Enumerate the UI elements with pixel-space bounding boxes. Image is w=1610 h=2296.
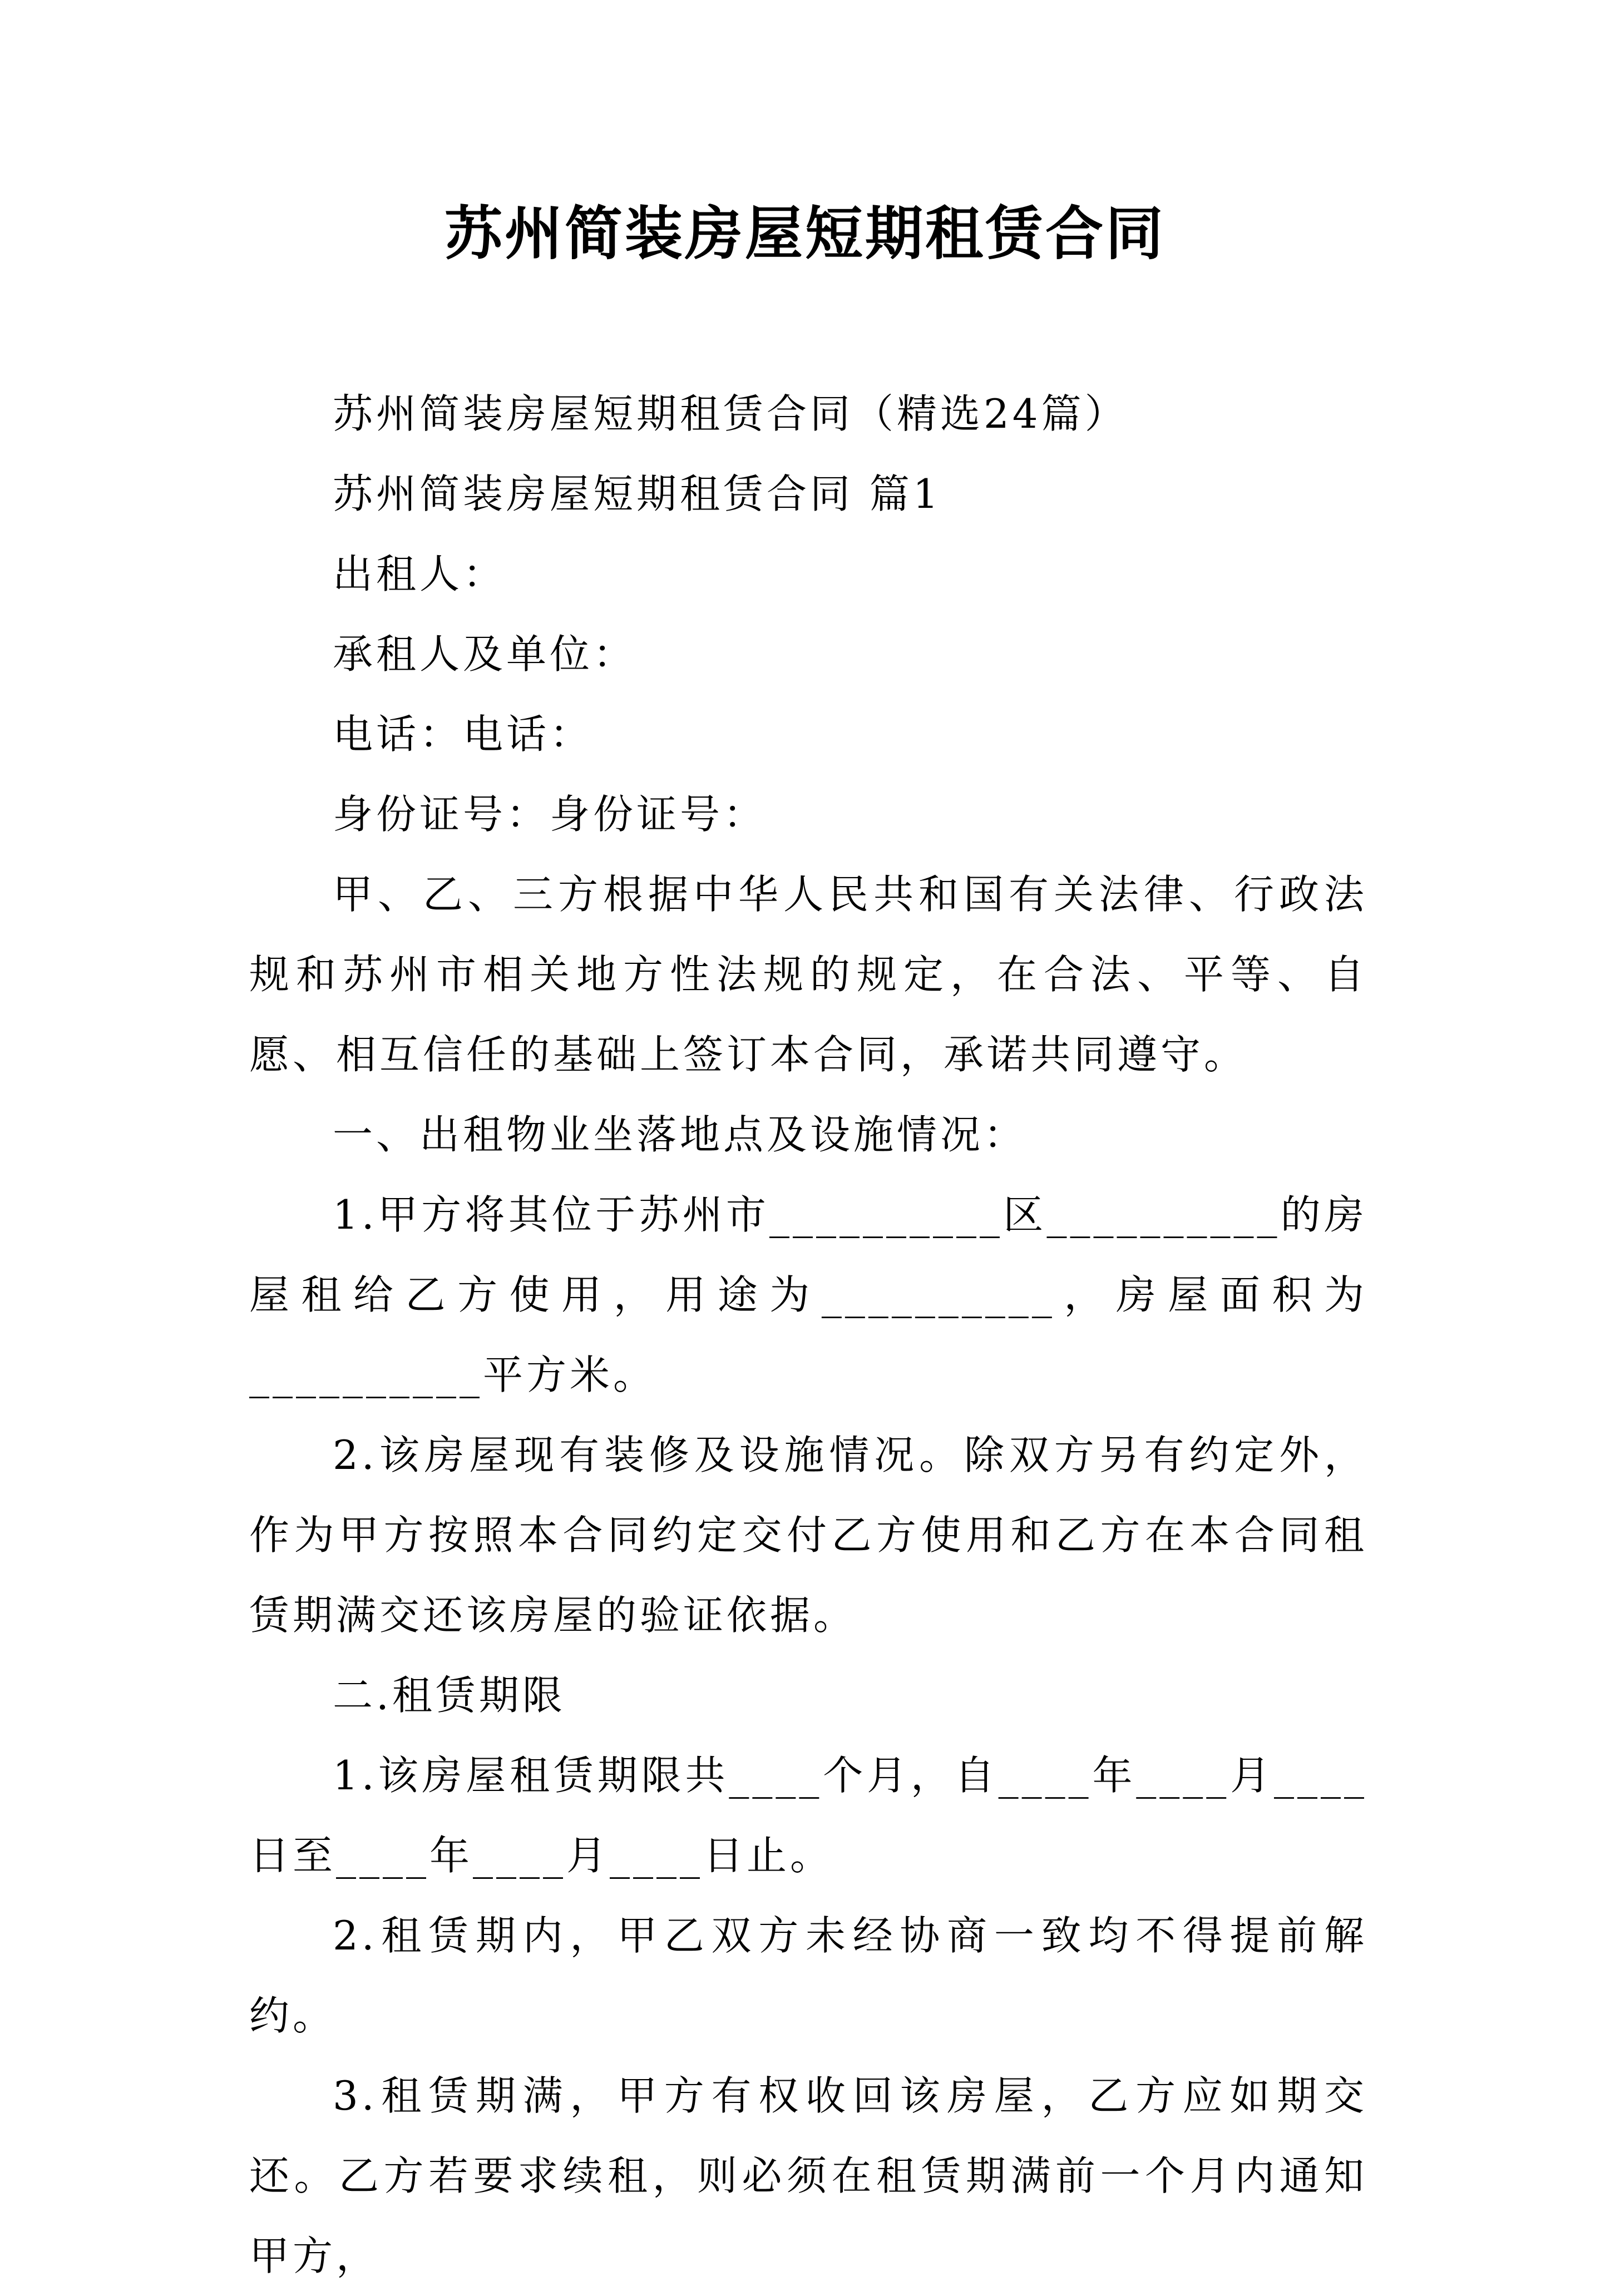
paragraph-clause-2-1: 1.该房屋租赁期限共____个月，自____年____月____日至____年____月____日止。 xyxy=(249,1752,1367,1879)
paragraph-clause-2-heading: 二.租赁期限 xyxy=(333,1672,566,1719)
document-title: 苏州简装房屋短期租赁合同 xyxy=(444,199,1165,268)
paragraph-subtitle: 苏州简装房屋短期租赁合同（精选24篇） xyxy=(333,390,1128,437)
paragraph-clause-1-heading: 一、出租物业坐落地点及设施情况： xyxy=(333,1111,1028,1158)
paragraph-lessor: 出租人： xyxy=(333,551,507,597)
paragraph-id-number: 身份证号：身份证号： xyxy=(333,791,767,838)
paragraph-preamble: 甲、乙、三方根据中华人民共和国有关法律、行政法规和苏州市相关地方性法规的规定，在合法、平等、自愿、相互信任的基础上签订本合同，承诺共同遵守。 xyxy=(249,871,1367,1078)
paragraph-clause-1-1: 1.甲方将其位于苏州市__________区__________的房屋租给乙方使用，用途为__________，房屋面积为__________平方米。 xyxy=(249,1191,1367,1398)
paragraph-clause-2-3: 3.租赁期满，甲方有权收回该房屋，乙方应如期交还。乙方若要求续租，则必须在租赁期满前一个月内通知甲方， xyxy=(249,2072,1367,2279)
paragraph-clause-1-2: 2.该房屋现有装修及设施情况。除双方另有约定外，作为甲方按照本合同约定交付乙方使用和乙方在本合同租赁期满交还该房屋的验证依据。 xyxy=(249,1432,1367,1639)
paragraph-phone: 电话：电话： xyxy=(333,711,594,758)
paragraph-clause-2-2: 2.租赁期内，甲乙双方未经协商一致均不得提前解约。 xyxy=(249,1912,1367,2039)
document-body xyxy=(249,374,1367,2296)
paragraph-section-heading: 苏州简装房屋短期租赁合同 篇1 xyxy=(333,471,942,517)
paragraph-lessee: 承租人及单位： xyxy=(333,631,637,677)
